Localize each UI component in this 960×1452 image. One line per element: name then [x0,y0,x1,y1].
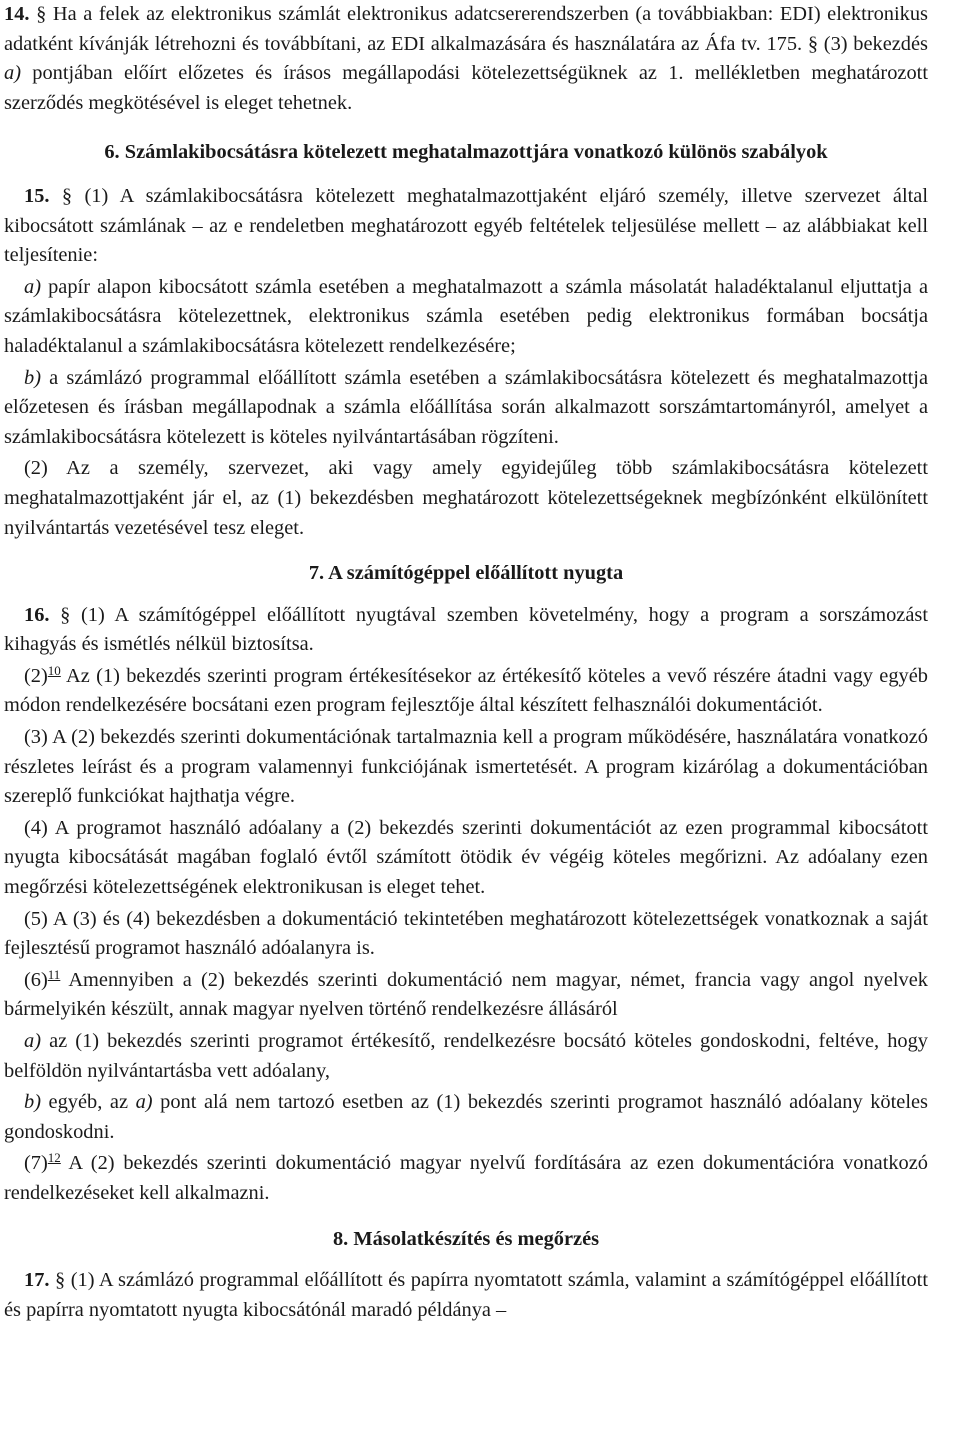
footnote-ref[interactable] [48,967,61,982]
point-ref: a) [135,1091,153,1114]
section-number: 14. [4,3,30,25]
point-label: b) [24,366,41,389]
paragraph-16-6: $(6)^{11}$ Amennyiben a (2) bekezdés szerinti dokumentáció nem magyar, német, francia vagy angol nyelvek bármelyikén készült, annak magyar nyelven történő rendelkezésre állásáról [4,966,928,1021]
paragraph-16-6-b: b) egyéb, az a) pont alá nem tartozó esetben az (1) bekezdés szerinti programot használó adóalany köteles gondoskodni. [4,1091,928,1143]
paragraph-15-1: 15. § (1) A számlakibocsátásra kötelezett meghatalmazottjaként eljáró személy, illetve szervezet által kibocsátott számlának – az e rendeletben meghatározott egyéb feltételek teljesülése mellett – az alábbiakat kell teljesítenie: [4,184,928,267]
paragraph-16-4: (4) A programot használó adóalany a (2) bekezdés szerinti dokumentációt az ezen programmal kibocsátott nyugta kibocsátását magában foglaló évtől számított ötödik év végéig köteles megőrizni. Az adóalany ezen megőrzési kötelezettségének elektronikusan is eleget tehet. [4,816,928,899]
section-heading-6: 6. Számlakibocsátásra kötelezett meghatalmazottjára vonatkozó különös szabályok [104,141,828,164]
footnote-link[interactable]: 12 [47,1150,61,1166]
paragraph-16-3: (3) A (2) bekezdés szerinti dokumentációnak tartalmaznia kell a program működésére, használatára vonatkozó részletes leírást és a program valamennyi funkciójának ismertetését. A program kizárólag a dokumentációban szereplő funkciókat hajthatja végre. [4,726,928,808]
paragraph-16-6-a: a) az (1) bekezdés szerinti programot értékesítő, rendelkezésre bocsátó köteles gondoskodni, feltéve, hogy belföldön nyilvántartásba vett adóalany, [4,1030,928,1082]
paragraph-16-7: $(7)^{12}$ A (2) bekezdés szerinti dokumentáció magyar nyelvű fordítására az ezen dokumentációra vonatkozó rendelkezéseket kell alkalmazni. [4,1150,928,1204]
paragraph-15-1-b: b) a számlázó programmal előállított számla esetében a számlakibocsátásra kötelezett és meghatalmazottja előzetesen és írásban megállapodnak a számla előállítása során alkalmazott sorszámtartományról, amelyet a számlakibocsátásra kötelezett is köteles nyilvántartásában rögzíteni. [4,366,928,448]
footnote-link[interactable]: 10 [47,662,61,678]
paragraph-17-1: 17. § (1) A számlázó programmal előállított és papírra nyomtatott számla, valamint a számítógéppel előállított és papírra nyomtatott nyugta kibocsátónál maradó példánya – [4,1269,928,1321]
paragraph-14: 14. § Ha a felek az elektronikus számlát elektronikus adatcsererendszerben (a továbbiakban: EDI) elektronikus adatként kívánják létrehozni és továbbítani, az EDI alkalmazására és használatára az Áfa tv. 175. § (3) bekezdés a) pontjában előírt előzetes és írásos megállapodási kötelezettségüknek az 1. mellékletben meghatározott szerződés megkötésével is eleget tehetnek. [4,3,928,114]
paragraph-16-2: $(2)^{10}$ Az (1) bekezdés szerinti program értékesítésekor az értékesítő köteles a vevő részére átadni vagy egyéb módon rendelkezésére bocsátani ezen program fejlesztője által készített felhasználói dokumentációt. [4,662,928,717]
section-number: 17. [24,1269,50,1292]
point-label: b) [24,1091,41,1114]
footnote-ref[interactable] [48,1150,61,1165]
paragraph-16-5: (5) A (3) és (4) bekezdésben a dokumentáció tekintetében meghatározott kötelezettségek vonatkoznak a saját fejlesztésű programot használó adóalanyra is. [4,907,928,960]
footnote-link[interactable]: 11 [47,966,61,982]
footnote-ref[interactable] [48,663,61,678]
section-heading-7: 7. A számítógéppel előállított nyugta [308,562,624,585]
point-label: a) [24,275,41,298]
point-label: a) [24,1030,41,1052]
section-number: 15. [24,184,50,207]
paragraph-15-2: (2) Az a személy, szervezet, aki vagy amely egyidejűleg több számlakibocsátásra kötelezett meghatalmazottjaként jár el, az (1) bekezdésben meghatározott kötelezettségeknek megbízónként elkülönített nyilvántartás vezetésével tesz eleget. [4,457,928,539]
section-heading-8: 8. Másolatkészítés és megőrzés [332,1227,600,1250]
point-ref: a) [4,62,21,85]
paragraph-15-1-a: a) papír alapon kibocsátott számla esetében a meghatalmazott a számla másolatát haladéktalanul eljuttatja a számlakibocsátásra kötelezettnek, elektronikus számla esetében pedig elektronikus formában bocsátja haladéktalanul a számlakibocsátásra kötelezett rendelkezésére; [4,275,928,357]
section-number: 16. [24,603,50,626]
paragraph-16-1: 16. § (1) A számítógéppel előállított nyugtával szemben követelmény, hogy a program a sorszámozást kihagyás és ismétlés nélkül biztosítsa. [4,603,928,656]
